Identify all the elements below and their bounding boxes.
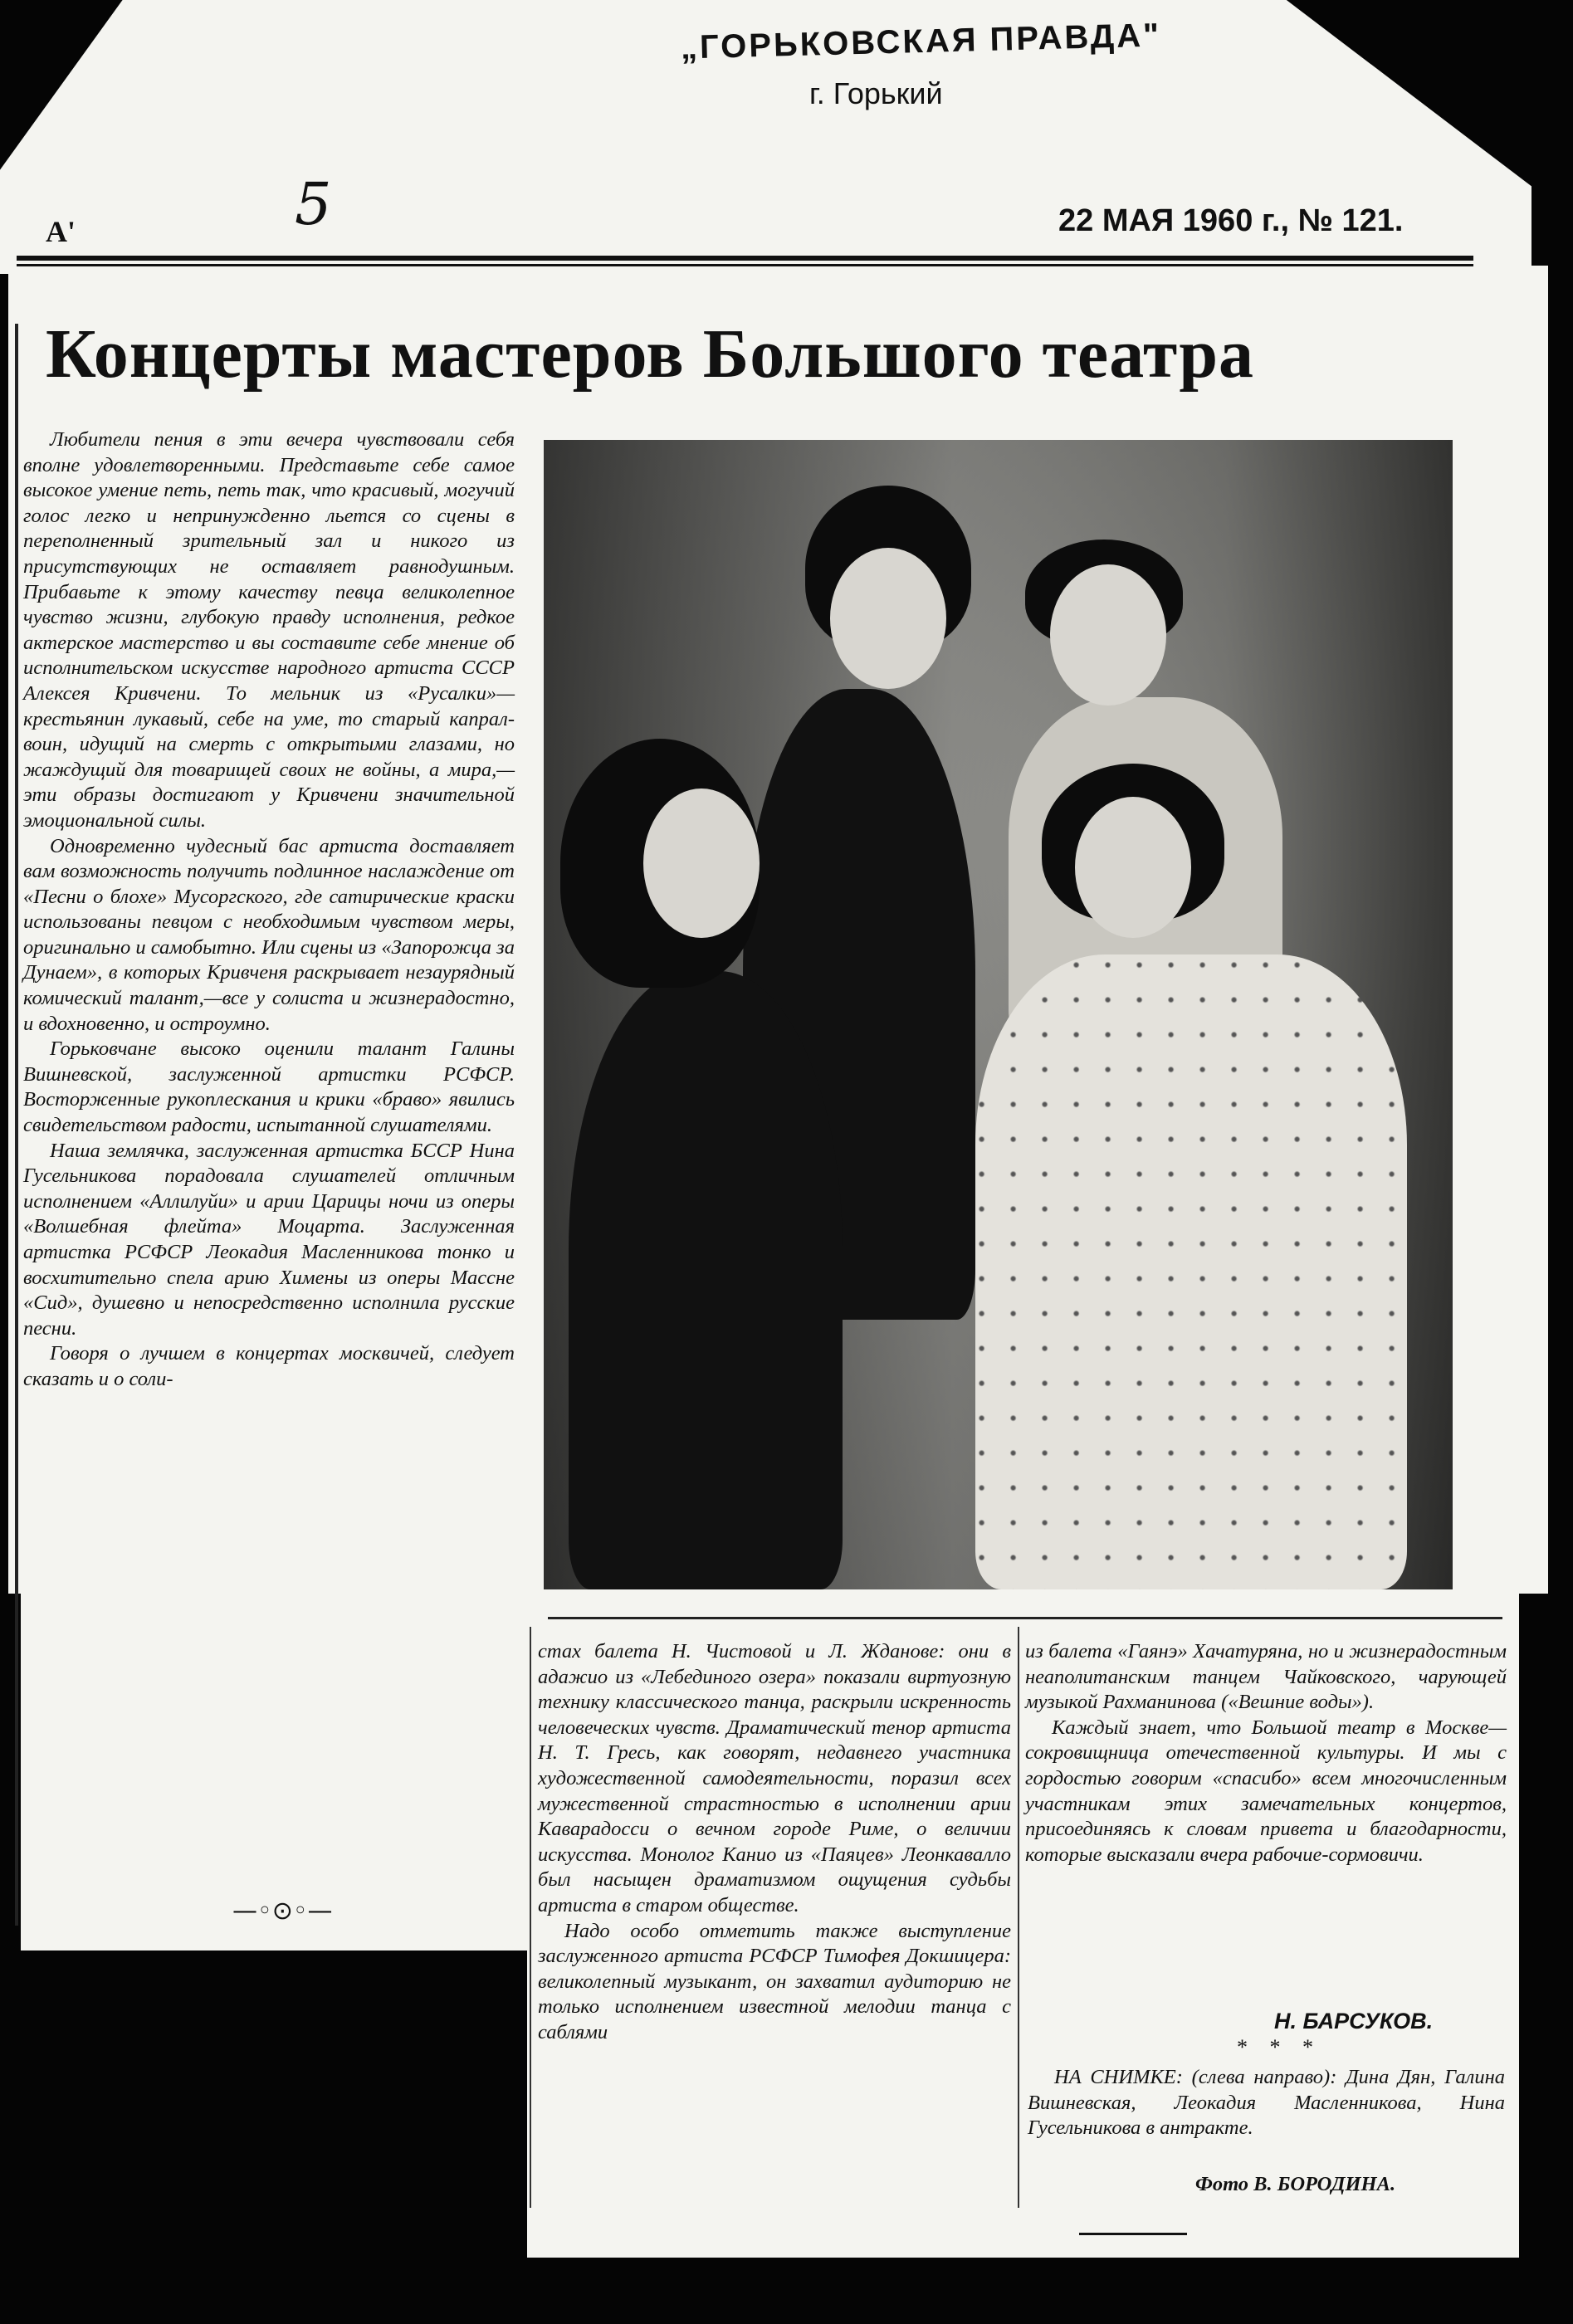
article-photo [544,440,1453,1589]
bottom-rule [1079,2233,1187,2235]
photo-bottom-rule [548,1617,1502,1619]
paragraph: Любители пения в эти вечера чувствовали себя вполне удовлетворенными. Представьте себе самое высокое умение петь, петь так, что красивый, могучий голос легко и непринужденно льется со сцены в переполненный зрительный зал и никого из присутствующих не оставляет равнодушным. Прибавьте к этому качеству певца великолепное чувство жизни, глубокую правду исполнения, редкое актерское мастерство и вы составите себе мнение об исполнительском искусстве народного артиста СССР Алексея Кривчени. То мельник из «Русалки»—крестьянин лукавый, себе на уме, то старый капрал-воин, идущий на смерть с открытыми глазами, но жаждущий для товарищей своих не войны, а мира,—эти образы достигают у Кривчени значительной эмоциональной силы. [23,428,515,832]
paragraph: Горьковчане высоко оценили талант Галины Вишневской, заслуженной артистки РСФСР. Восторженные рукоплескания и крики «браво» явились свидетельством радости, испытанной слушателями. [23,1038,515,1137]
column-3 [1025,1639,1507,1868]
author-signature: Н. БАРСУКОВ. [1274,2009,1434,2034]
column-1 [23,427,515,1393]
figure-face [830,548,946,689]
column-rule [1018,1627,1019,2208]
paragraph: Говоря о лучшем в концертах москвичей, следует сказать и о соли- [23,1342,515,1390]
photo-caption [1028,2065,1505,2141]
paragraph: стах балета Н. Чистовой и Л. Жданове: они в адажио из «Лебединого озера» показали виртуозную технику классического танца, раскрыли искренность человеческих чувств. Драматический тенор артиста Н. Т. Гресь, как говорят, недавнего участника художественной самодеятельности, поразил всех мужественной страстностью в исполнении арии Каварадосси о вечном городе Риме, о величии искусства. Монолог Канио из «Паяцев» Леонкавалло был насыщен драматизмом ощущения судьбы артиста в старом обществе. [538,1640,1011,1916]
left-margin-rule [15,324,18,1926]
figure-seated-left [569,971,843,1589]
column-rule [530,1627,531,2208]
paragraph: Каждый знает, что Большой театр в Москве—сокровищница отечественной культуры. И мы с гордостью говорим «спасибо» всем многочисленным участникам этих замечательных концертов, присоединяясь к словам привета и благодарности, которые высказали вчера рабочие-сормовичи. [1025,1716,1507,1866]
column-2 [538,1639,1011,2046]
corner-letter: А' [46,215,76,248]
header-rule-thin [17,264,1473,266]
newspaper-city: г. Горький [809,76,943,110]
figure-seated-right [975,954,1407,1589]
header-rule [17,256,1473,261]
section-ornament: —◦⊙◦— [232,1897,333,1926]
paragraph: из балета «Гаянэ» Хачатуряна, но и жизнерадостным неаполитанским танцем Чайковского, чарующей музыкой Рахманинова («Вешние воды»). [1025,1640,1507,1714]
separator-stars: * * * [1237,2035,1321,2059]
handwritten-mark: 5 [295,170,332,238]
paragraph: Наша землячка, заслуженная артистка БССР Нина Гусельникова порадовала слушателей отличным исполнением «Аллилуйи» и арии Царицы ночи из оперы «Волшебная флейта» Моцарта. Заслуженная артистка РСФСР Леокадия Масленникова тонко и восхитительно спела арию Химены из оперы Массне «Сид», душевно и непосредственно исполнила русские песни. [23,1139,515,1340]
figure-face [1050,564,1166,706]
figure-face [643,788,760,938]
paragraph: Одновременно чудесный бас артиста доставляет вам возможность получить подлинное наслаждение от «Песни о блохе» Мусоргского, где сатирические краски использованы певцом с необходимым чувством меры, оригинально и самобытно. Или сцены из «Запорожца за Дунаем», в которых Кривченя раскрывает незаурядный комический талант,—все у солиста и жизнерадостно, и вдохновенно, и остроумно. [23,834,515,1035]
photo-credit: Фото В. БОРОДИНА. [1195,2173,1396,2195]
caption-text: НА СНИМКЕ: (слева направо): Дина Дян, Галина Вишневская, Леокадия Масленникова, Нина Гусельникова в антракте. [1028,2066,1505,2140]
article-headline: Концерты мастеров Большого театра [46,315,1255,393]
paragraph: Надо особо отметить также выступление заслуженного артиста РСФСР Тимофея Докшицера: великолепный музыкант, он захватил аудиторию не только исполнением известной мелодии танца с саблями [538,1919,1011,2043]
figure-face [1075,797,1191,938]
newspaper-name: „ГОРЬКОВСКАЯ ПРАВДА" [680,17,1162,66]
issue-date: 22 МАЯ 1960 г., № 121. [1058,203,1404,238]
clipping-left-lower [21,1577,527,1950]
